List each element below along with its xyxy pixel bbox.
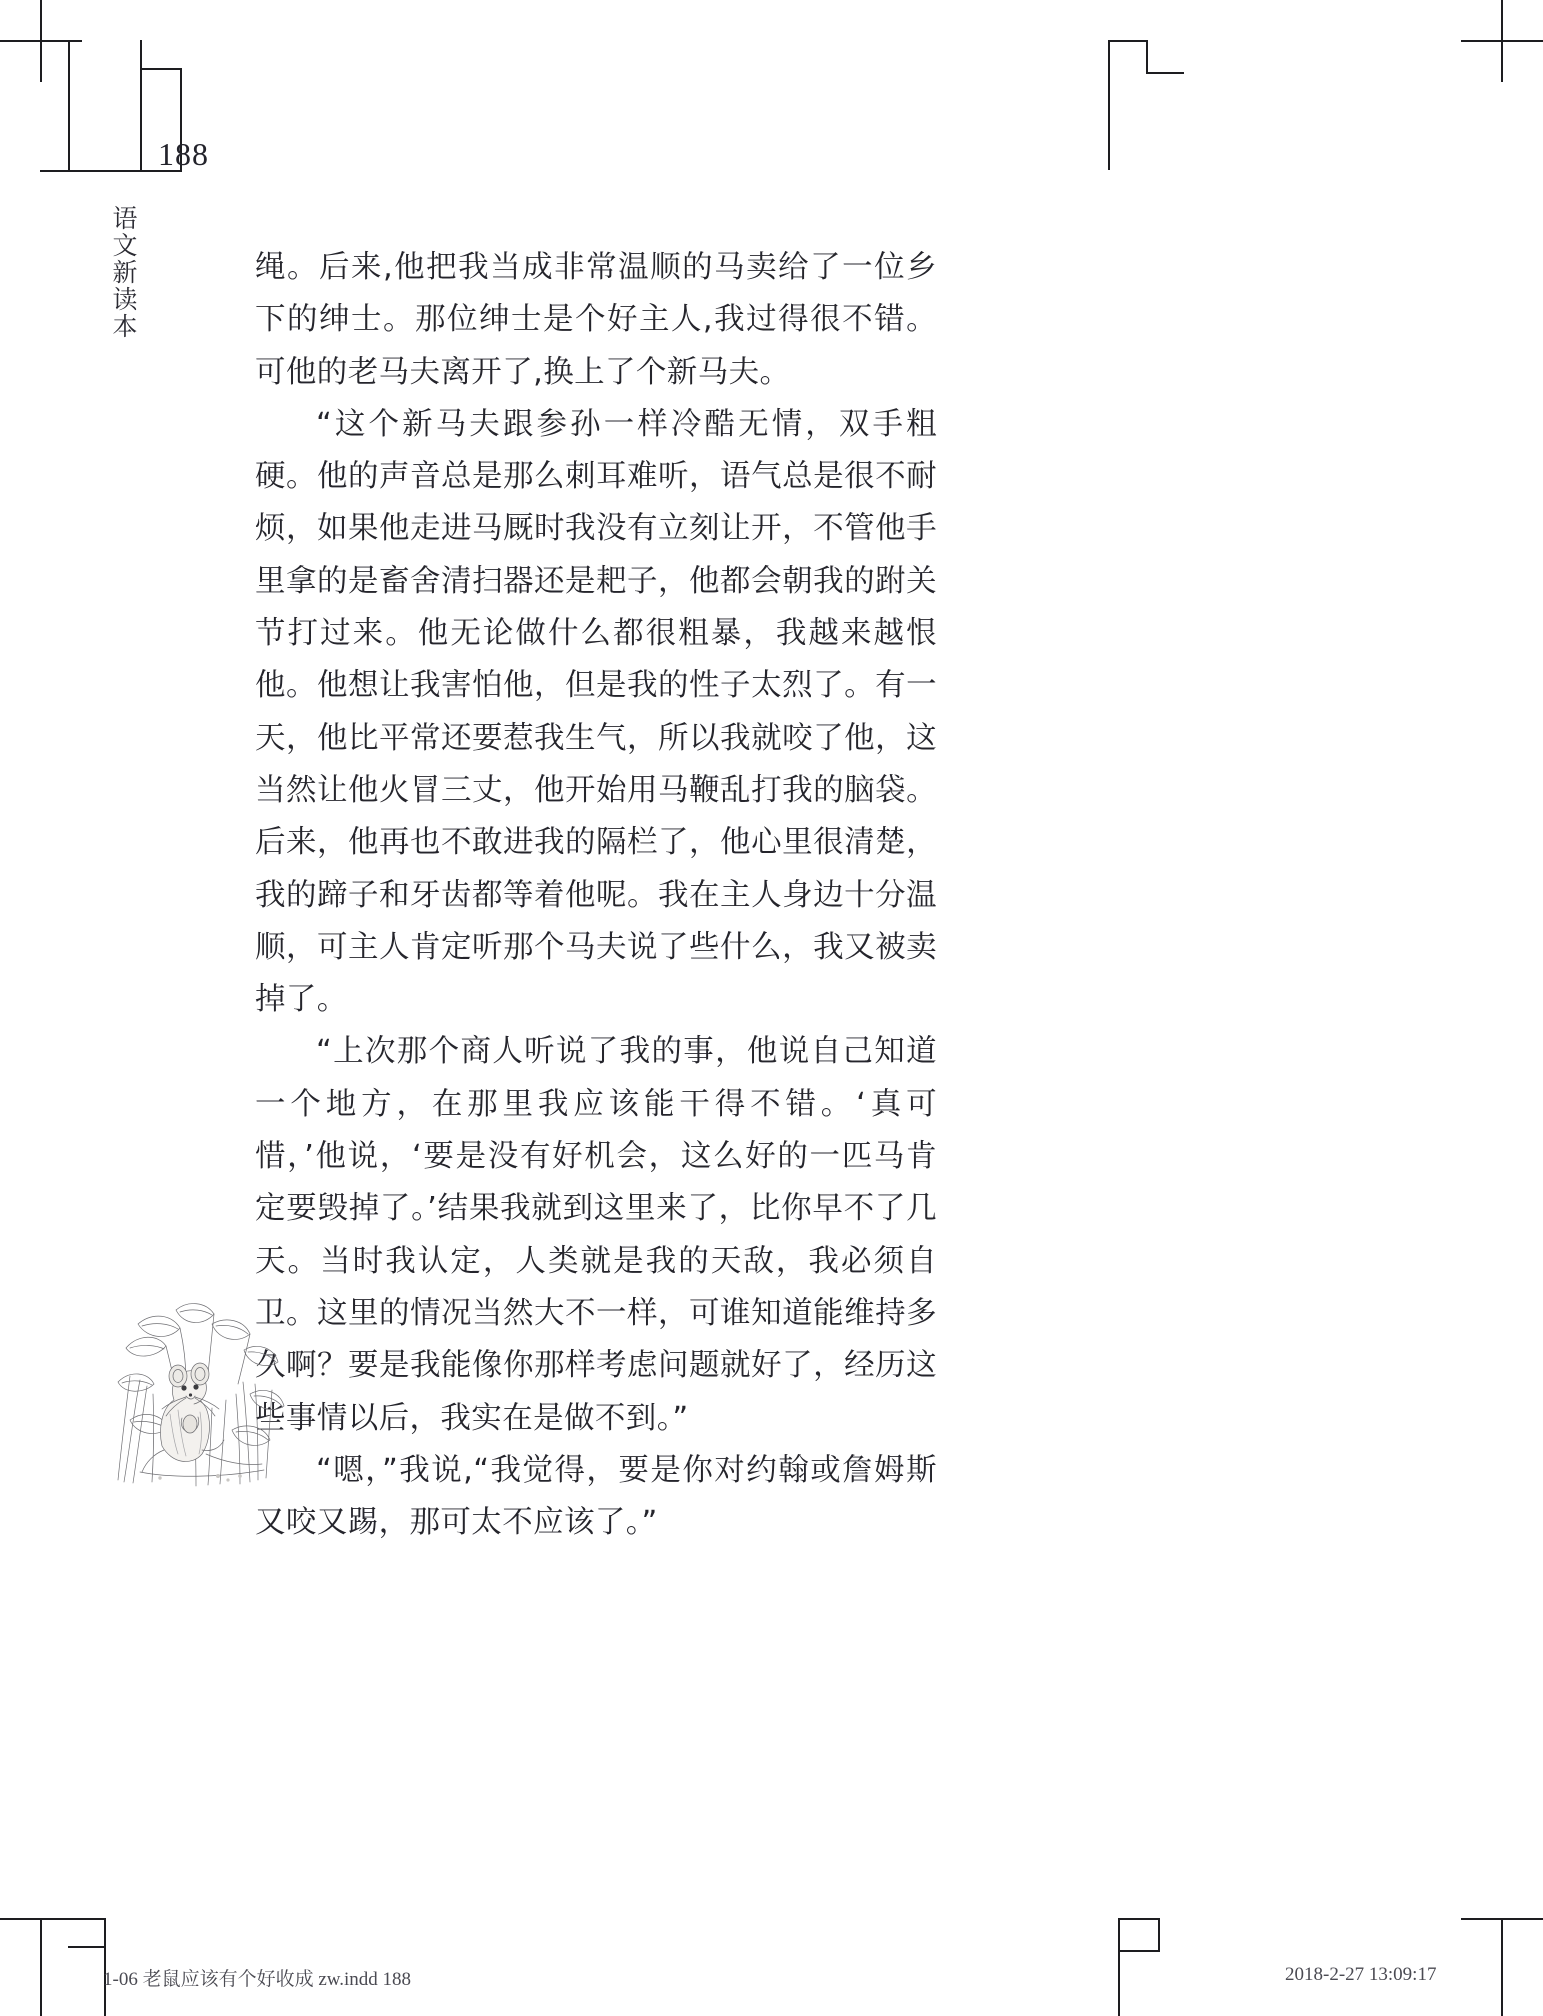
body-paragraph-1: 绳。后来,他把我当成非常温顺的马卖给了一位乡下的绅士。那位绅士是个好主人,我过得很不错。可他的老马夫离开了,换上了个新马夫。: [255, 250, 937, 390]
registration-bracket-top-right-inner-h: [1146, 72, 1184, 74]
footer-file-title: 老鼠应该有个好收成: [142, 1968, 314, 1990]
body-paragraph-3: “上次那个商人听说了我的事，他说自己知道一个地方，在那里我应该能干得不错。‘真可惜，’他说，‘要是没有好机会，这么好的一匹马肯定要毁掉了。’结果我就到这里来了，比你早不了几天。当时我认定，人类就是我的天敌，我必须自卫。这里的情况当然大不一样，可谁知道能维持多久啊？要是我能像你那样考虑问题就好了，经历这些事情以后，我实在是做不到。”: [255, 1034, 937, 1436]
crop-mark-bottom-right-vertical: [1501, 1918, 1503, 2016]
footer-file-prefix: 1-06: [103, 1969, 138, 1990]
registration-bracket-top-right-h: [1108, 40, 1110, 170]
registration-bracket-bottom-right-v: [1118, 1918, 1120, 2016]
page-number: 188: [158, 136, 209, 172]
crop-mark-top-left-vertical: [40, 0, 42, 82]
body-text-column: [255, 242, 937, 1549]
registration-bracket-bottom-right-h: [1118, 1918, 1160, 1920]
footer-timestamp: 2018-2-27 13:09:17: [1285, 1964, 1437, 1985]
registration-bracket-bottom-right-inner-h: [1118, 1950, 1160, 1952]
crop-mark-bottom-left-vertical: [40, 1918, 42, 2016]
registration-bracket-top-left-v: [140, 40, 142, 172]
registration-bracket-top-left-outer-v: [68, 40, 70, 170]
registration-bracket-top-left-inner-h: [140, 68, 182, 70]
body-paragraph-2: “这个新马夫跟参孙一样冷酷无情，双手粗硬。他的声音总是那么刺耳难听，语气总是很不耐烦，如果他走进马厩时我没有立刻让开，不管他手里拿的是畜舍清扫器还是耙子，他都会朝我的跗关节打过来。他无论做什么都很粗暴，我越来越恨他。他想让我害怕他，但是我的性子太烈了。有一天，他比平常还要惹我生气，所以我就咬了他，这当然让他火冒三丈，他开始用马鞭乱打我的脑袋。后来，他再也不敢进我的隔栏了，他心里很清楚，我的蹄子和牙齿都等着他呢。我在主人身边十分温顺，可主人肯定听那个马夫说了些什么，我又被卖掉了。: [255, 406, 937, 1018]
registration-bracket-bottom-left-h: [40, 1918, 106, 1920]
registration-bracket-bottom-right-inner-v: [1158, 1918, 1160, 1952]
footer-file-suffix: zw.indd: [318, 1969, 378, 1990]
crop-mark-top-right-vertical: [1501, 0, 1503, 82]
registration-bracket-bottom-left-inner: [68, 1946, 106, 1948]
body-paragraph-4: “嗯，”我说,“我觉得，要是你对约翰或詹姆斯又咬又踢，那可太不应该了。”: [255, 1452, 937, 1541]
mouse-illustration: [100, 1290, 290, 1490]
footer-file-page: 188: [382, 1969, 412, 1990]
registration-bracket-top-right-inner-v: [1146, 40, 1148, 74]
running-head-vertical: 语文新读本: [109, 205, 138, 340]
registration-bracket-top-right-v: [1108, 40, 1148, 42]
footer-filename: [103, 1964, 411, 1991]
